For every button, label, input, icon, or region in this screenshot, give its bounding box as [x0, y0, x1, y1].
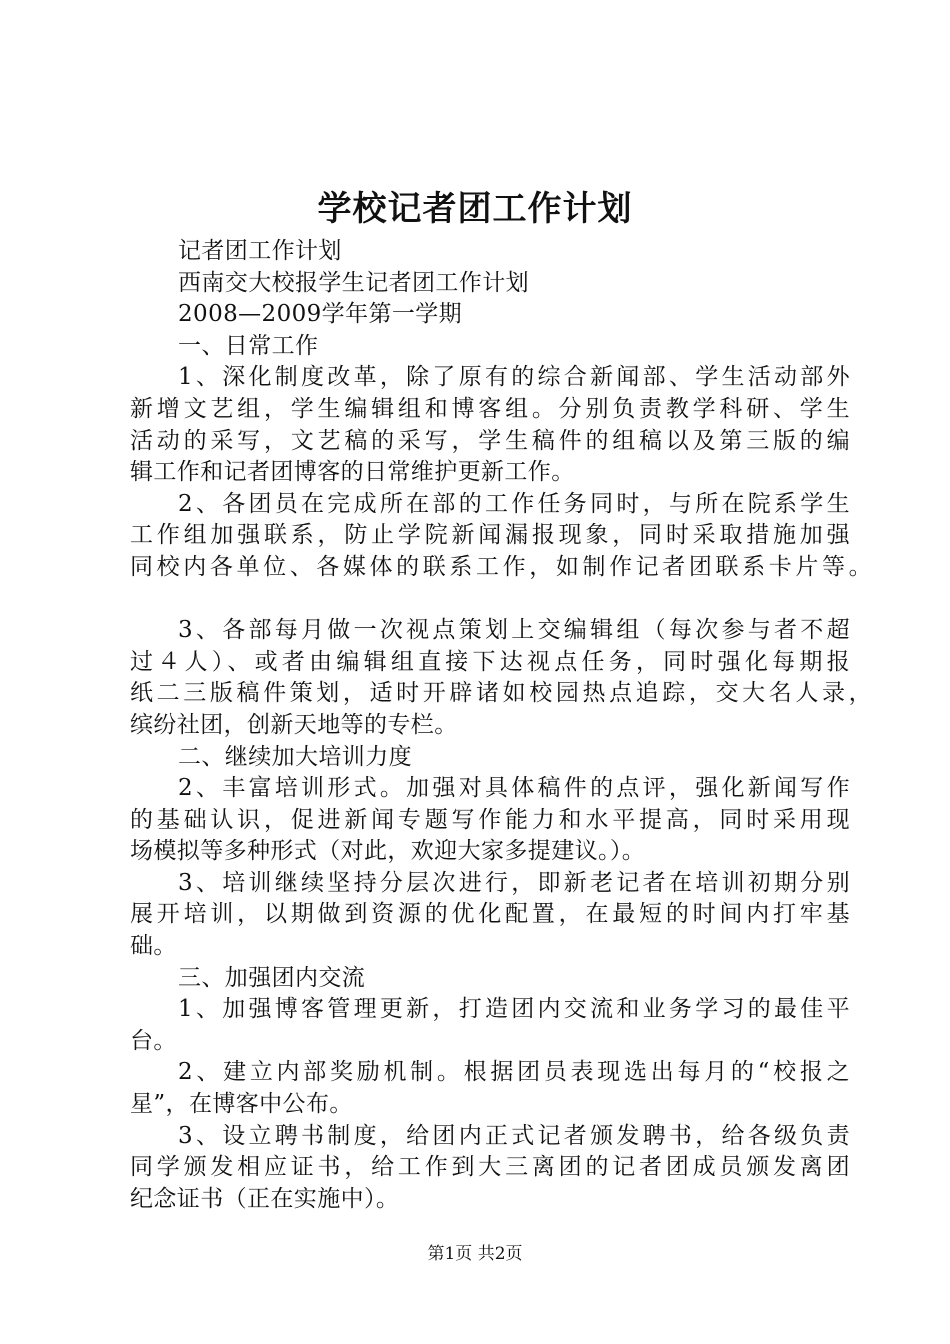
paragraph-line: 的基础认识，促进新闻专题写作能力和水平提高，同时采用现	[130, 806, 850, 833]
section-heading: 一、日常工作	[178, 332, 319, 359]
page-number: 第1页 共2页	[427, 1244, 523, 1264]
section-heading: 二、继续加大培训力度	[178, 743, 412, 770]
paragraph-line: 2、各团员在完成所在部的工作任务同时，与所在院系学生	[178, 490, 850, 517]
paragraph-line: 2、建立内部奖励机制。根据团员表现选出每月的“校报之	[178, 1059, 850, 1086]
paragraph-line: 3、培训继续坚持分层次进行，即新老记者在培训初期分别	[178, 869, 850, 896]
text-line: 2008—2009学年第一学期	[178, 301, 463, 328]
paragraph-line: 展开培训，以期做到资源的优化配置，在最短的时间内打牢基	[130, 901, 850, 928]
paragraph-line: 缤纷社团，创新天地等的专栏。	[130, 711, 458, 738]
paragraph-line: 场模拟等多种形式（对此，欢迎大家多提建议。）。	[130, 838, 646, 865]
blank-line	[130, 584, 850, 616]
paragraph-line: 过４人）、或者由编辑组直接下达视点任务，同时强化每期报	[130, 648, 850, 675]
paragraph-line: 台。	[130, 1027, 177, 1054]
paragraph-line: 纪念证书（正在实施中）。	[130, 1185, 400, 1212]
paragraph-line: 新增文艺组，学生编辑组和博客组。分别负责教学科研、学生	[130, 395, 850, 422]
document-body	[130, 236, 872, 1215]
paragraph-line: 活动的采写，文艺稿的采写，学生稿件的组稿以及第三版的编	[130, 427, 850, 454]
paragraph-line: 3、设立聘书制度，给团内正式记者颁发聘书，给各级负责	[178, 1122, 850, 1149]
paragraph-line: 3、各部每月做一次视点策划上交编辑组（每次参与者不超	[178, 617, 850, 644]
text-line: 记者团工作计划	[178, 238, 342, 264]
section-heading: 三、加强团内交流	[178, 964, 366, 991]
paragraph-line: 星”，在博客中公布。	[130, 1091, 353, 1118]
paragraph-line: 同学颁发相应证书，给工作到大三离团的记者团成员颁发离团	[130, 1154, 850, 1181]
paragraph-line: 辑工作和记者团博客的日常维护更新工作。	[130, 459, 575, 486]
paragraph-line: 1、深化制度改革，除了原有的综合新闻部、学生活动部外	[178, 364, 850, 391]
paragraph-line: 础。	[130, 933, 177, 960]
document-title: 学校记者团工作计划	[317, 189, 633, 229]
paragraph-line: 纸二三版稿件策划，适时开辟诸如校园热点追踪，交大名人录，	[130, 680, 872, 707]
paragraph-line: 2、丰富培训形式。加强对具体稿件的点评，强化新闻写作	[178, 775, 850, 802]
paragraph-line: 1、加强博客管理更新，打造团内交流和业务学习的最佳平	[178, 996, 850, 1023]
paragraph-line: 同校内各单位、各媒体的联系工作，如制作记者团联系卡片等。	[130, 553, 872, 580]
text-line: 西南交大校报学生记者团工作计划	[178, 269, 529, 296]
paragraph-line: 工作组加强联系，防止学院新闻漏报现象，同时采取措施加强	[130, 522, 850, 549]
